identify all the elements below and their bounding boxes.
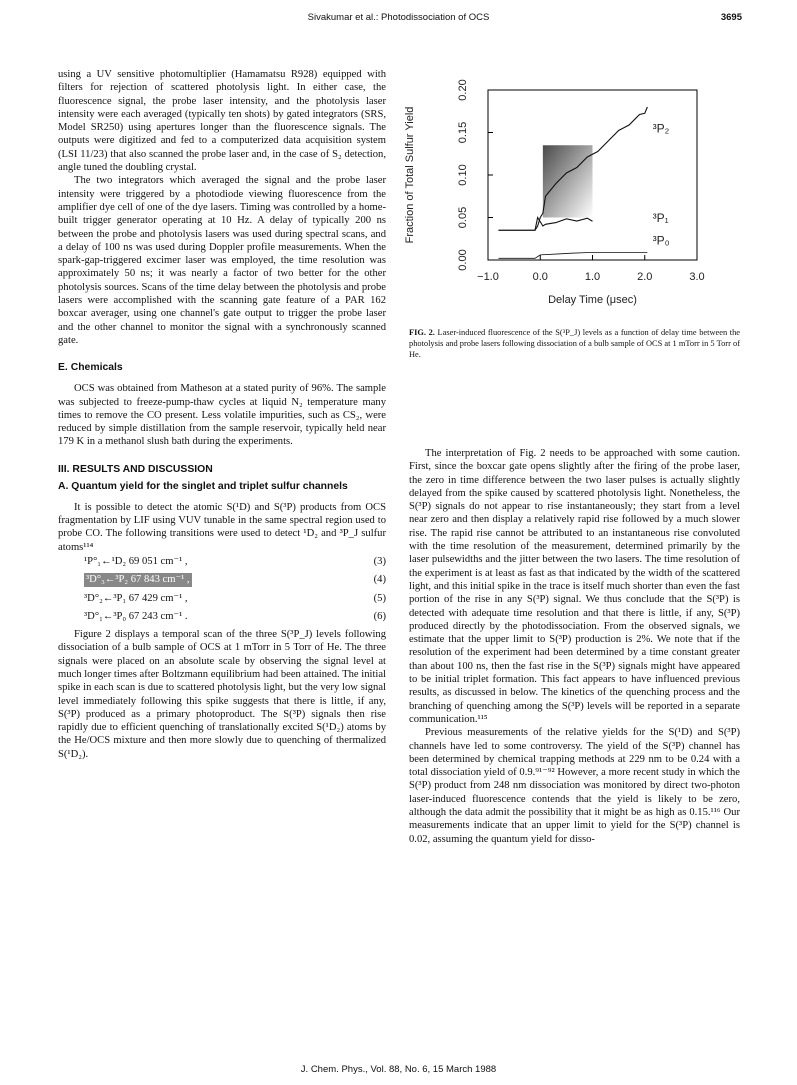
subsection-heading-quantum-yield: A. Quantum yield for the singlet and triplet sulfur channels [58,480,348,492]
equation-number: (6) [373,610,386,622]
page-number: 3695 [720,12,742,23]
figure-caption-text: Laser-induced fluorescence of the S(³P_J) levels as a function of delay time between the photolysis and probe lasers following dissociation of a bulb sample of OCS at 1 mTorr in 5 Torr of He. [409,328,740,359]
journal-footer: J. Chem. Phys., Vol. 88, No. 6, 15 March 1988 [300,1064,497,1075]
paragraph-apparatus-1: using a UV sensitive photomultiplier (Hamamatsu R928) equipped with filters for rejection of scattered photolysis light. In either case, the fluorescence signal, the probe laser intensity, and the photolysis laser intensity were each averaged (typically ten shots) by gated integrators (SRS, Model SR250) using apertures longer than the fluorescence signals. The outputs were digitized and fed to a computerized data acquisition system (LSI 11/23) that also scanned the probe laser and, in the case of S₂ detection, angle tuned the doubling crystal. [58,69,386,174]
series-label-0: ³P₂ [652,121,670,136]
equation-number: (4) [373,574,386,586]
right-column [409,447,740,846]
figure-label: FIG. 2. [409,328,435,337]
figure-2-chart [395,58,740,323]
paragraph-interpretation: The interpretation of Fig. 2 needs to be approached with some caution. First, since the boxcar gate opens slightly after the firing of the probe laser, the zero in time difference between the two laser pulses is actually slightly delayed from the spike caused by scattered photolysis light. Nonetheless, the S(³P) signals do not appear to rise instantaneously; they start from a level near zero and then display a relatively rapid rise followed by a much slower rise. The rapid rise cannot be attributed to an instantaneous rise convoluted with the time resolution of the measurement, determined primarily by the laser pulsewidths and the jitter between the two lasers. The time resolution of the experiment is at least as fast as that indicated by the width of the scattered light, and this initial spike in the trace is itself much shorter than even the fast portion of the rise in any S(³P) signal. We thus conclude that the S(³P) is detected with adequate time resolution and that there is little, if any, S(³P) produced directly by the photodissociation. From the observed signals, we estimate that the upper limit to S(³P) production is 2%. We note that if the resolution of the experiment had been determined by a time constant greater than about 100 ns, then the fast rise in the S(³P) signals might have appeared to be initial triplet formation. This fact appears to have influenced previous results, as discussed in below. The kinetics of the quenching process and the branching of quenching among the S(³P) levels will be reported in a separate communication.¹¹⁵ [409,448,740,725]
series-line-1 [498,218,592,231]
paragraph-apparatus-2: The two integrators which averaged the signal and the probe laser intensity were triggered by a photodiode viewing fluorescence from the amplifier dye cell of one of the dye lasers. Timing was controlled by a home-built trigger generator operating at 10 Hz. A delay of typically 200 ns between the probe and photolysis lasers was used during spectral scans, and a delay of 100 ns was used during Doppler profile measurements. When the spark-gap-triggered excimer laser was employed, the time resolution was approximately 50 ns; it was nearly a factor of two better for the other photolysis sources. Scans of the time delay between the photolysis and probe lasers were accomplished with the scanning gate feature of a PAR 162 boxcar averager, using one channel's gate output to trigger the probe laser and the other channel to monitor the signal with a synchronously scanned gate. [58,175,386,346]
y-tick-label: 0.15 [457,121,469,144]
paragraph-previous-measurements: Previous measurements of the relative yields for the S(¹D) and S(³P) channels have led to some controversy. The yield of the S(³P) channel has been determined by chemical trapping methods at 229 nm to be 0.24 with a total dissociation yield of 0.9.⁹¹⁻⁹² However, a more recent study in which the S(³P) product from 248 nm dissociation was monitored by direct two-photon laser-induced fluorescence contends that the yield is likely to be zero, although the data admit the possibility that it might be as high as 0.15.¹¹⁶ Our measurements indicate that an upper limit to yield for the S(³P) channel is 0.02, assuming the quantum yield for disso- [409,727,740,845]
y-tick-label: 0.10 [457,164,469,186]
equation-number: (3) [373,555,386,567]
left-column [58,68,386,761]
paragraph-transitions: It is possible to detect the atomic S(¹D) and S(³P) products from OCS fragmentation by LIF using VUV tunable in the same spectral region used to probe CO. The following transitions were used to detect ¹D₂ and ³P_J sulfur atoms¹¹⁴ [58,501,386,553]
x-axis-label: Delay Time (μsec) [548,294,637,306]
equation-expr-highlighted: ³D°₃←³P₂ 67 843 cm⁻¹ , [86,574,190,586]
y-tick-label: 0.00 [457,249,469,271]
equation-5 [58,592,386,605]
y-tick-label: 0.05 [457,206,469,229]
y-tick-label: 0.20 [457,79,469,101]
section-heading-chemicals: E. Chemicals [58,362,123,374]
shaded-rise-region [543,145,593,217]
equation-expr: ³D°₂←³P₁ 67 429 cm⁻¹ , [84,592,188,604]
equation-4 [58,573,386,586]
series-line-2 [498,252,647,258]
y-axis-label: Fraction of Total Sulfur Yield [404,106,416,244]
series-label-2: ³P₀ [652,233,670,248]
series-label-1: ³P₁ [652,210,669,225]
equation-expr: ³D°₁←³P₀ 67 243 cm⁻¹ . [84,610,188,622]
x-tick-label: 0.0 [532,271,548,283]
x-tick-label: 2.0 [637,271,653,283]
x-tick-label: 1.0 [584,271,601,283]
equation-3 [58,555,386,568]
x-tick-label: 3.0 [689,271,705,283]
figure-caption [409,327,740,360]
equation-number: (5) [373,592,386,604]
section-heading-results: III. RESULTS AND DISCUSSION [58,463,213,475]
x-tick-label: −1.0 [477,271,499,283]
running-header-title: Sivakumar et al.: Photodissociation of OCS [307,12,490,23]
paragraph-figure-2-description: Figure 2 displays a temporal scan of the three S(³P_J) levels following dissociation of a bulb sample of OCS at 1 mTorr in 5 Torr of He. The three signals were placed on an absolute scale by observing the signal level at much longer times after Boltzmann equilibrium had been attained. The initial spike in each scan is due to scattered photolysis light, but the very low signal level immediately following this spike suggests that there is little, if any, S(³P) produced as a primary photoproduct. The S(³P) signals then rise rapidly due to efficient quenching of translationally excited S(¹D₂) atoms by the He/OCS mixture and then more slowly due to quenching of thermalized S(¹D₂). [58,629,386,760]
equation-6 [58,610,386,623]
paragraph-chemicals: OCS was obtained from Matheson at a stated purity of 96%. The sample was subjected to freeze-pump-thaw cycles at liquid N₂ temperature many times to remove the CO present. Less volatile impurities, such as CS₂, were reduced by simple distillation from the sample reservoir, typically held near 179 K in a methanol slush bath during the experiments. [58,383,386,448]
equation-expr: ¹P°₁←¹D₂ 69 051 cm⁻¹ , [84,555,188,567]
